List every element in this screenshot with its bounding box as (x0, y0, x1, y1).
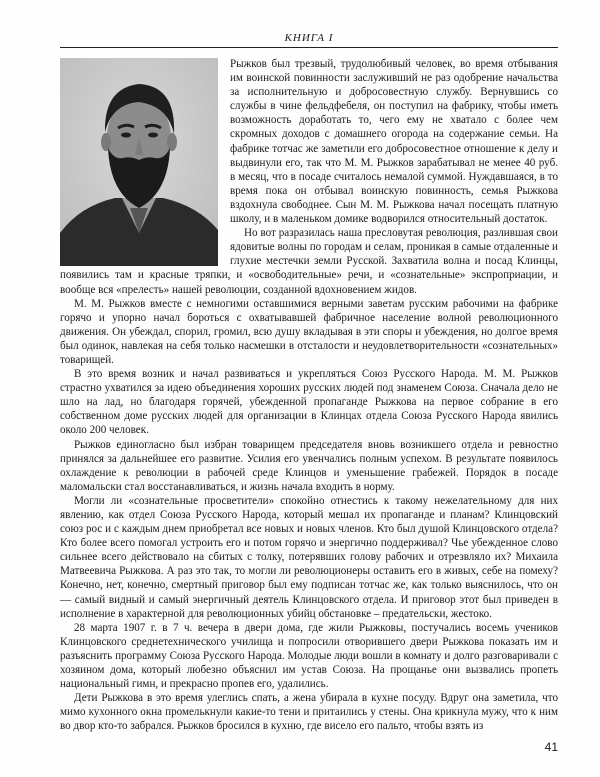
portrait-illustration (60, 58, 218, 266)
paragraph-3: М. М. Рыжков вместе с немногими оставшимися верными заветам русским рабочими на фабрике горячо и упорно начал бороться с охватывавшей фабричное население волной революционного движения. Он убеждал, спорил, громил, всю душу вкладывая в эти споры и убеждения, но долгое время был одинок, навлекая на себя только насмешки в отсталости и неудовлетворительности «сознательных» товарищей. (60, 297, 558, 366)
body-text (60, 57, 558, 734)
paragraph-7: 28 марта 1907 г. в 7 ч. вечера в двери дома, где жили Рыжковы, постучались восемь учеников Клинцовского среднетехнического училища и попросили отворившего двери Рыжкова показать им и разъяснить программу Союза Русского Народа. Молодые люди вошли в комнату и долго разговаривали с хозяином дома, который любезно объяснил им устав Союза. На прощанье они вызвались пропеть национальный гимн, и прекрасно пропев его, удалились. (60, 621, 558, 691)
portrait-photo (60, 58, 218, 266)
paragraph-2: Но вот разразилась наша пресловутая революция, разлившая свои ядовитые волны по городам и селам, проникая в самые отдаленные и глухие местечки земли Русской. Захватила волна и посад Клинцы, появились там и красные тряпки, и «освободительные» речи, и «сознательные» экспроприации, и вообще вся «прелесть» нашей революции, созданной вдохновением жидов. (60, 227, 558, 296)
paragraph-6: Могли ли «сознательные просветители» спокойно отнестись к такому нежелательному для них явлению, как отдел Союза Русского Народа, который мешал их пропаганде и планам? Клинцовский союз рос и с каждым днем приобретал все новых и новых членов. Кто был душой Клинцовского отдела? Кто более всего помогал устроить его и потом горячо и энергично поддерживал? Чье убежденное слово сильнее всего действовало на сбитых с толку, потерявших голову рабочих и отрезвляло их? Михаила Матвеевича Рыжкова. А раз это так, то могли ли революционеры оставить его в живых, себе на помеху? Конечно, нет, конечно, смертный приговор был ему подписан тотчас же, как только выяснилось, что он — самый видный и самый энергичный деятель Клинцовского отдела. И приговор этот был приведен в исполнение в характерной для революционных убийц обстановке – предательски, жестоко. (60, 494, 558, 620)
page-number: 41 (544, 740, 558, 754)
paragraph-4: В это время возник и начал развиваться и укрепляться Союз Русского Народа. М. М. Рыжков страстно ухватился за идею объединения хороших русских людей под знаменем Союза. Сначала дело не шло на лад, но благодаря горячей, убежденной пропаганде Рыжкова на первое собрание в его собственном доме русских людей для организации в Клинцах отдела Союза Русского Народа явились около 200 человек. (60, 368, 558, 437)
paragraph-8: Дети Рыжкова в это время улеглись спать, а жена убирала в кухне посуду. Вдруг она заметила, что мимо кухонного окна промелькнули какие-то тени и притаились у стены. Она крикнула мужу, что к ним во двор кто-то забрался. Рыжков бросился в кухню, где висело его пальто, чтобы взять из (60, 692, 558, 733)
running-header: КНИГА I (284, 32, 334, 44)
paragraph-5: Рыжков единогласно был избран товарищем председателя вновь возникшего отдела и ревностно принялся за дальнейшее его развитие. Усилия его увенчались полным успехом. В результате появилось охлаждение к революции в рабочей среде Клинцов и уменьшение грабежей. Порядок в посаде маломальски стал восстанавливаться, и жизнь начала входить в норму. (60, 438, 558, 493)
paragraph-1-text: Рыжков был трезвый, трудолюбивый человек, во время отбывания им воинской повинности заслуживший не раз одобрение начальства за исполнительную и добросовестную службу. Вернувшись со службы в чине фельдфебеля, он поступил на фабрику, чтобы иметь возможность доработать то, чего ему не хватало с более чем скромных доходов с домашнего огорода на содержание семьи. На фабрике тотчас же заметили его добросовестное отношение к делу и выдвинули его, так что М. М. Рыжков зарабатывал не менее 40 руб. в месяц, что в посаде считалось немалой суммой. Нуждавшаяся, в то время пока он отбывал воинскую повинность, семья Рыжкова вздохнула свободнее. Сын М. М. Рыжкова начал посещать платную школу, и в маленьком домике водворился относительный достаток. (230, 58, 558, 226)
paragraph-1 (60, 57, 558, 226)
header-rule (60, 47, 558, 48)
